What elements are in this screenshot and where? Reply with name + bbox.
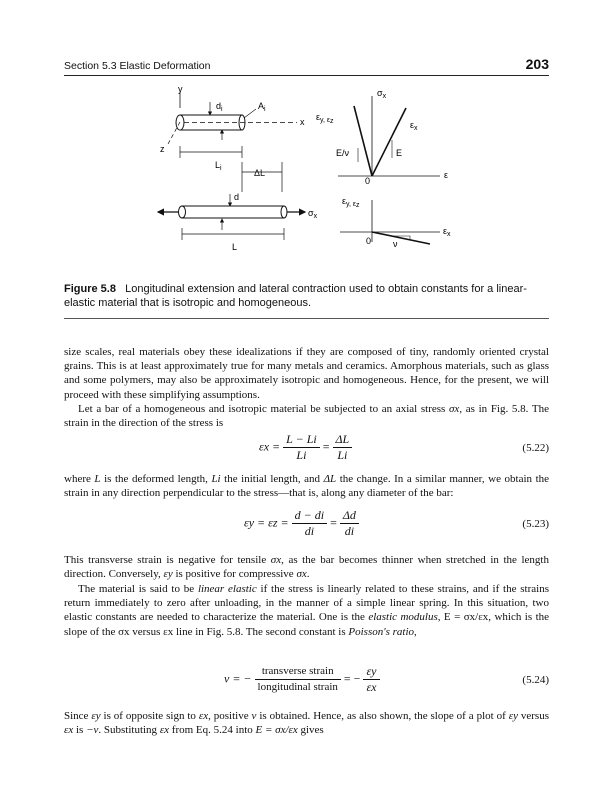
p6-i: gives — [297, 724, 324, 737]
eq522-number: (5.22) — [522, 442, 549, 454]
eq524-num2: εy — [363, 664, 379, 680]
deformed-end-left — [179, 206, 186, 218]
eq524-frac1 — [255, 664, 341, 695]
p5-e: , E = σx/εx, which is the slope of the σx versus εx line in Fig. 5.8. The second constant is — [64, 611, 550, 638]
label-z: z — [160, 144, 165, 154]
label-Li: $L_i$ — [215, 160, 222, 172]
axial-strain-line — [372, 108, 406, 176]
sym-eps-x-3: εx — [159, 724, 170, 737]
eq524-mid: = − — [343, 671, 361, 686]
Ai-leader — [244, 109, 256, 118]
p5-c: if the stress is linearly related to these strains, and if the strains return immediately to zero after unloading, in the manner of a simple linear spring. In this situation, two elastic constants are needed to characterize the material. One is the — [64, 583, 549, 624]
equation-5-23 — [64, 508, 549, 548]
eq522-frac1 — [283, 432, 320, 463]
section-title: Section 5.3 Elastic Deformation — [64, 60, 211, 72]
paragraph-5 — [64, 582, 549, 639]
label-x: x — [300, 117, 305, 127]
undeformed-bar — [160, 84, 305, 172]
eq524-number: (5.24) — [522, 674, 549, 686]
stress-strain-plot — [316, 88, 448, 186]
deformed-end-right — [281, 206, 287, 218]
eq524-den2: εx — [366, 680, 377, 694]
eq524-num1: transverse strain — [255, 664, 341, 680]
eq523-den2: di — [344, 524, 355, 538]
p6-h: from Eq. 5.24 into — [169, 724, 256, 737]
eq523-body — [244, 508, 359, 539]
p3-d: the change. In a similar manner, we obtain the strain in any direction perpendicular to the stress—that is, along any diameter of the bar: — [64, 473, 550, 500]
page-number: 203 — [525, 56, 549, 72]
p4-c: is positive for compressive — [172, 568, 297, 581]
label-eps-x-top: $\varepsilon_x$ — [410, 120, 418, 132]
sym-E-eq: E = σx/εx — [255, 724, 298, 737]
running-header — [64, 58, 549, 76]
poisson-plot — [340, 196, 451, 249]
label-Ai: $A_i$ — [258, 101, 266, 113]
p5-poissons-ratio: Poisson's ratio — [348, 625, 415, 638]
sym-sigma-x-2: σx — [270, 554, 282, 566]
eq522-num2: ΔL — [333, 432, 353, 448]
eq523-frac1 — [292, 508, 327, 539]
eq522-den2: Li — [337, 448, 348, 462]
figure-5-8 — [140, 82, 470, 262]
label-eps-axis: ε — [444, 170, 449, 180]
sym-eps-y: εy — [163, 568, 173, 581]
p6-d: is obtained. Hence, as also shown, the slope of a plot of — [256, 710, 509, 722]
caption-label: Figure 5.8 — [64, 283, 116, 295]
sym-sigma-x: σx — [449, 403, 460, 415]
caption-rule — [64, 318, 549, 319]
p6-b: is of opposite sign to — [100, 710, 199, 722]
label-E: E — [396, 148, 403, 158]
label-zero-top: 0 — [365, 176, 371, 186]
p5-elastic-modulus: elastic modulus — [368, 611, 438, 624]
p4-b: , as the bar becomes thinner when stretched in the length direction. Conversely, — [64, 554, 549, 581]
eq524-body — [224, 664, 380, 695]
label-zero-bottom: 0 — [366, 236, 372, 246]
deformed-bar-body — [182, 206, 284, 218]
delta-L-dimension — [242, 162, 282, 192]
poisson-line — [372, 232, 430, 244]
p2-text-a: Let a bar of a homogeneous and isotropic material be subjected to an axial stress — [78, 403, 449, 415]
p4-a: This transverse strain is negative for tensile — [64, 554, 271, 566]
p3-b: is the deformed length, — [100, 473, 212, 485]
label-eps-yz-top: $\varepsilon_{y, \varepsilon}z$ — [316, 112, 334, 125]
p4-d: . — [306, 568, 310, 581]
header-rule — [64, 75, 549, 76]
eq524-lhs: ν = − — [224, 671, 252, 686]
deformed-bar — [158, 192, 318, 252]
figure-caption — [64, 283, 549, 310]
label-eps-x-bottom: $\varepsilon_x$ — [443, 226, 451, 238]
eq522-num1: L − Li — [283, 432, 320, 448]
p5-linear-elastic: linear elastic — [197, 583, 257, 595]
eq522-mid: = — [322, 439, 330, 454]
label-di: $d_i$ — [216, 101, 223, 113]
z-axis-line — [168, 122, 180, 144]
p3-a: where — [64, 473, 95, 485]
eq523-den1: di — [304, 524, 315, 538]
label-sigma-x-arrow: $\sigma_x$ — [308, 208, 318, 220]
p6-e: versus — [517, 710, 549, 722]
eq522-frac2 — [333, 432, 353, 463]
sym-L: L — [94, 473, 101, 485]
paragraph-6 — [64, 709, 549, 737]
paragraph-1: size scales, real materials obey these idealizations if they are composed of tiny, randomly oriented crystal grains. This is at least approximately true for many metals and ceramics. Amorphous materials, such as glass and some polymers, may also be approximately isotropic and homogeneous. Hence, for the present, we will proceed with these simplifying assumptions. — [64, 346, 549, 401]
p3-c: the initial length, and — [220, 473, 324, 485]
sym-eps-x-2: εx — [64, 724, 74, 737]
p2-text-b: , as in Fig. 5.8. The strain in the direction of the stress is — [64, 403, 549, 430]
sym-nu: ν — [251, 710, 257, 722]
eq523-num1: d − di — [292, 508, 327, 524]
eq524-frac2 — [363, 664, 379, 695]
label-nu: ν — [393, 239, 398, 249]
sym-deltaL: ΔL — [323, 473, 337, 485]
sym-minus-nu: −ν — [86, 724, 99, 737]
label-eps-yz-bottom: $\varepsilon_{y, \varepsilon}z$ — [342, 196, 360, 209]
eq522-body — [259, 432, 352, 463]
label-L: L — [232, 242, 238, 252]
paragraph-4 — [64, 553, 549, 581]
eq522-den1: Li — [296, 448, 307, 462]
equation-5-24 — [64, 664, 549, 704]
sym-sigma-x-3: σx — [296, 568, 307, 581]
paragraph-2 — [64, 402, 549, 430]
eq523-frac2 — [340, 508, 359, 539]
equation-5-22 — [64, 432, 549, 472]
label-sigma-axis: $\sigma_x$ — [377, 88, 387, 100]
eq523-mid: = — [330, 515, 337, 530]
sym-eps-y-3: εy — [508, 710, 518, 722]
sym-eps-x: εx — [198, 710, 209, 722]
label-deltaL: ΔL — [254, 168, 266, 178]
sym-eps-y-2: εy — [91, 710, 101, 722]
eq523-number: (5.23) — [522, 518, 549, 530]
eq523-lhs: εy = εz = — [244, 515, 289, 530]
p6-c: , positive — [208, 710, 252, 722]
label-E-over-nu: E/ν — [336, 148, 350, 158]
p5-g: , — [414, 625, 417, 638]
paragraph-3 — [64, 472, 549, 500]
lateral-strain-line — [354, 106, 372, 176]
eq523-num2: Δd — [340, 508, 359, 524]
p6-g: . Substituting — [98, 724, 160, 737]
sym-Li: Li — [211, 473, 221, 485]
eq522-lhs: εx = — [259, 439, 281, 454]
p6-f: is — [73, 724, 87, 737]
label-y: y — [178, 84, 183, 94]
label-d: d — [234, 192, 240, 202]
p5-a: The material is said to be — [78, 583, 198, 595]
p6-a: Since — [64, 710, 92, 722]
eq524-den1: longitudinal strain — [257, 681, 338, 693]
caption-text: Longitudinal extension and lateral contraction used to obtain constants for a linear-elastic material that is isotropic and homogeneous. — [64, 283, 527, 309]
